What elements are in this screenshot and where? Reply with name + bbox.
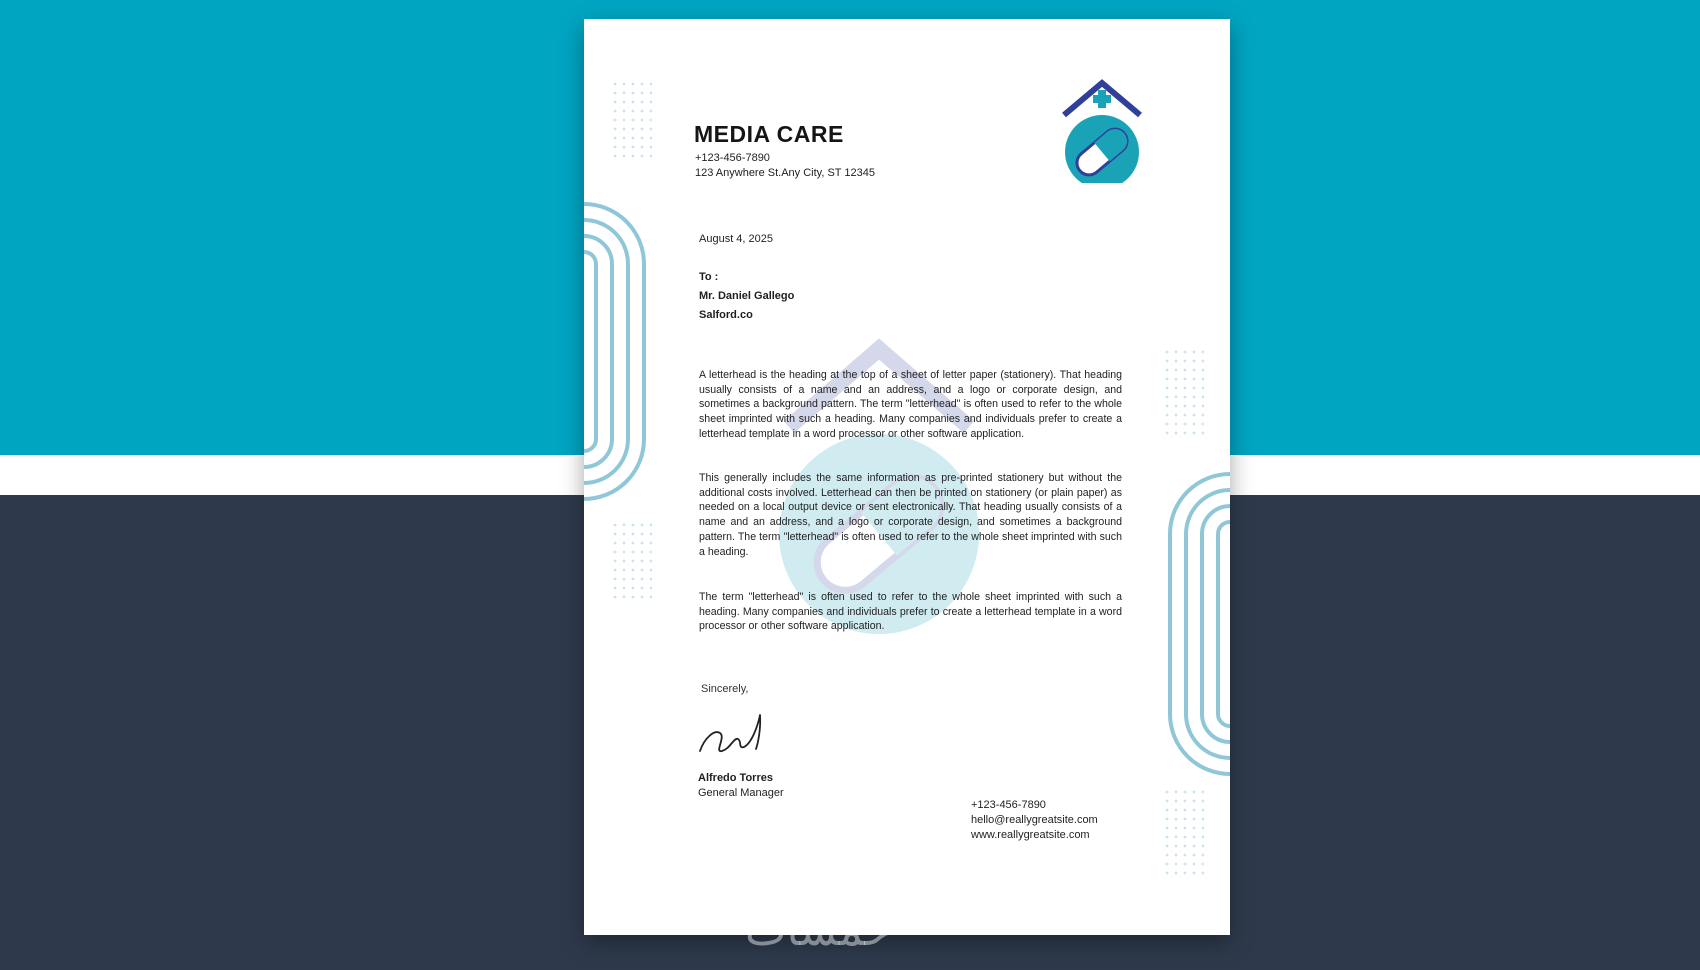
dot-grid-top-left [612, 81, 652, 161]
concentric-arcs-left [584, 199, 664, 504]
company-name: MEDIA CARE [694, 121, 844, 147]
footer-email: hello@reallygreatsite.com [971, 814, 1098, 826]
dot-grid-bottom-right [1164, 789, 1204, 875]
body-paragraph: A letterhead is the heading at the top of a sheet of letter paper (stationery). That heading usually consists of a name and an address, and a logo or corporate design, and sometimes a background pattern. The term "letterhead" is often used to refer to the whole sheet imprinted with such a heading. Many companies and individuals prefer to create a letterhead template in a word processor or other software application. [699, 369, 1122, 440]
closing-line: Sincerely, [701, 683, 749, 695]
letter-date: August 4, 2025 [699, 233, 774, 245]
footer-website: www.reallygreatsite.com [971, 829, 1090, 841]
medical-house-logo-icon [1060, 73, 1144, 183]
header-address: 123 Anywhere St.Any City, ST 12345 [695, 167, 875, 179]
footer-phone: +123-456-7890 [971, 799, 1046, 811]
dot-grid-right [1164, 349, 1204, 435]
body-paragraph: This generally includes the same information as pre-printed stationery but without the additional costs involved. Letterhead can then be printed on stationery (or plain paper) as needed on a local output device or sent electronically. That heading usually consists of a name and an address, and a logo or corporate design, and sometimes a background pattern. The term "letterhead" is often used to refer to the whole sheet imprinted with such a heading. [699, 472, 1122, 558]
recipient-company: Salford.co [699, 309, 753, 321]
header-phone: +123-456-7890 [695, 152, 770, 164]
watermark-text: خمسات [745, 905, 892, 956]
signer-name: Alfredo Torres [698, 772, 773, 784]
concentric-arcs-right [1162, 469, 1230, 779]
signer-title: General Manager [698, 787, 784, 799]
signature [694, 703, 774, 763]
letterhead-sheet [584, 19, 1230, 935]
to-label: To : [699, 271, 719, 283]
body-paragraph: The term "letterhead" is often used to refer to the whole sheet imprinted with such a heading. Many companies and individuals prefer to create a letterhead template in a word processor or other software application. [699, 591, 1122, 633]
dot-grid-mid-left [612, 522, 652, 604]
recipient-name: Mr. Daniel Gallego [699, 290, 795, 302]
